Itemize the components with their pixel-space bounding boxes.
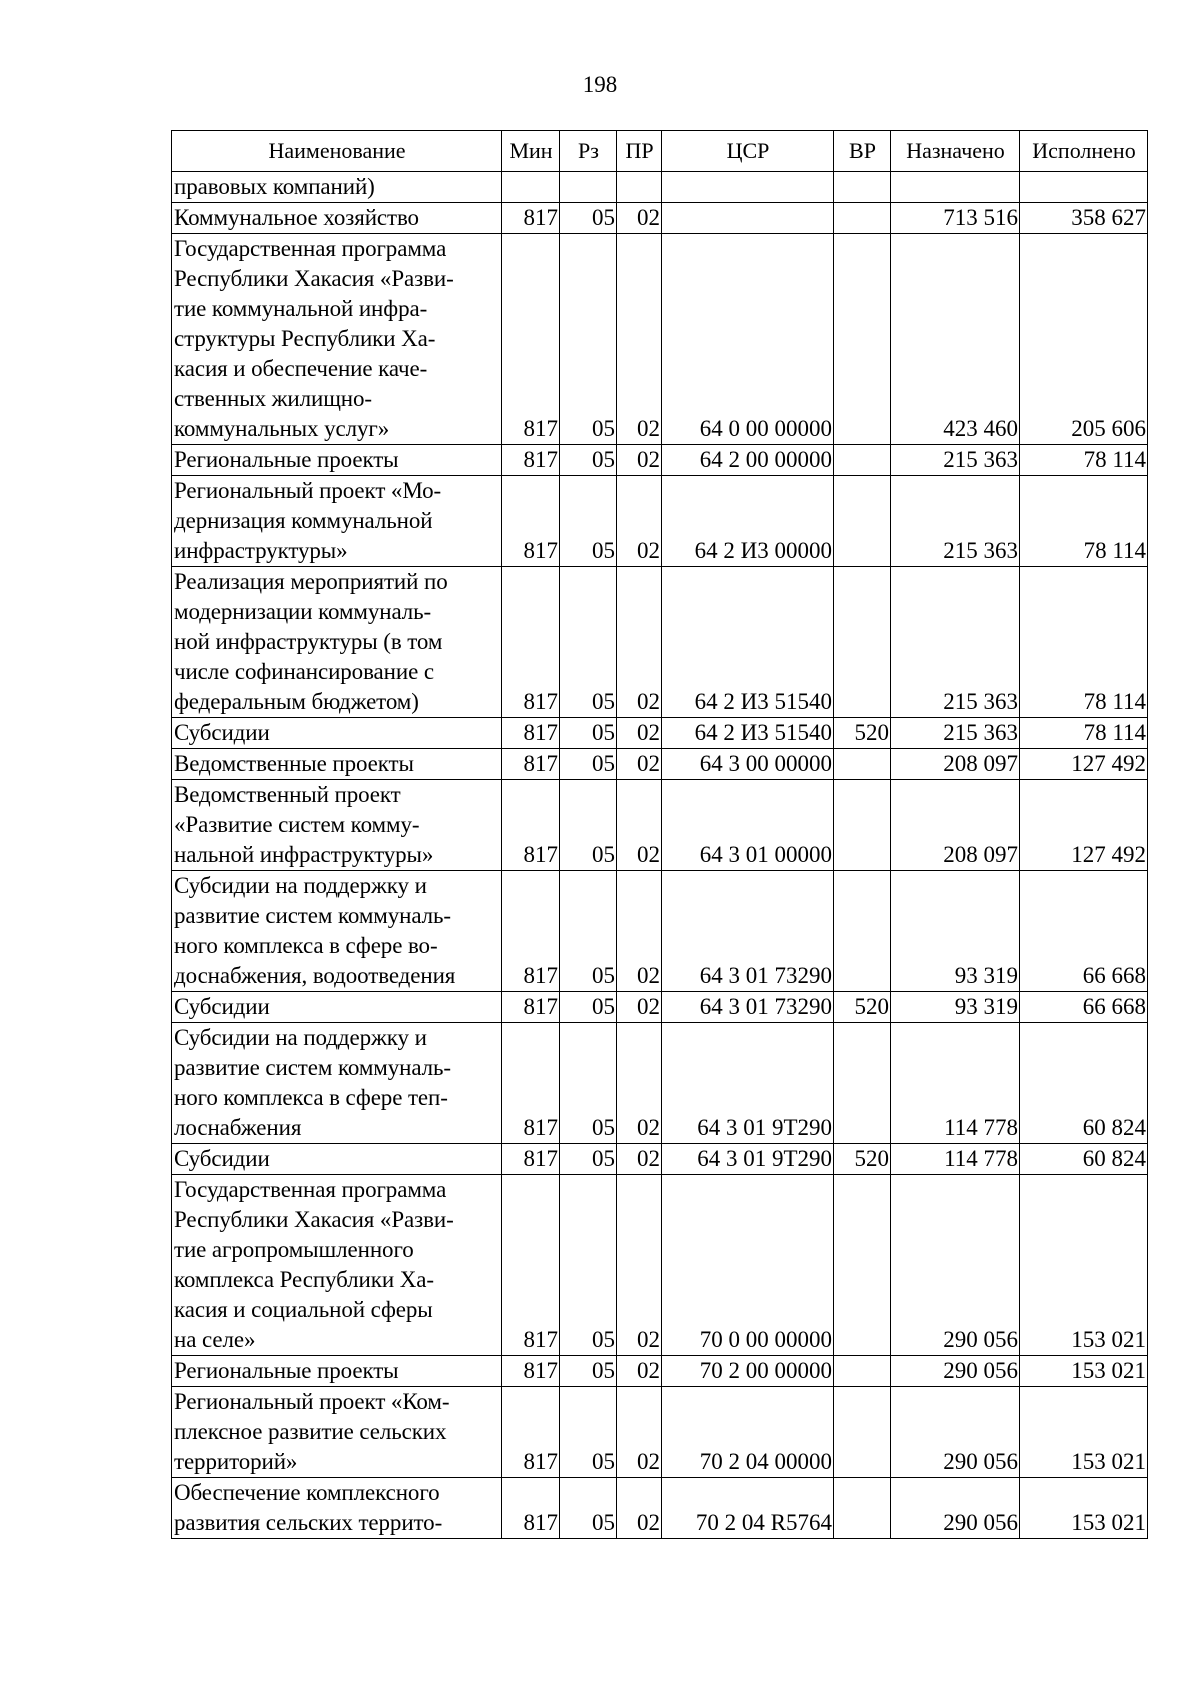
cell-name: Ведомственные проекты — [172, 749, 502, 780]
cell-min: 817 — [502, 476, 560, 567]
cell-pr — [617, 172, 662, 203]
cell-csr: 64 3 01 73290 — [662, 992, 834, 1023]
table-row — [172, 1023, 1148, 1144]
cell-rz: 05 — [560, 445, 617, 476]
cell-csr: 70 2 00 00000 — [662, 1356, 834, 1387]
cell-vr — [834, 445, 891, 476]
cell-rz: 05 — [560, 749, 617, 780]
cell-vr — [834, 1478, 891, 1539]
cell-vr — [834, 234, 891, 445]
cell-vr — [834, 871, 891, 992]
cell-csr — [662, 172, 834, 203]
cell-csr: 70 2 04 R5764 — [662, 1478, 834, 1539]
table-row — [172, 445, 1148, 476]
cell-min: 817 — [502, 445, 560, 476]
cell-csr: 64 2 И3 51540 — [662, 718, 834, 749]
cell-min: 817 — [502, 1356, 560, 1387]
table-row — [172, 1175, 1148, 1356]
cell-rz: 05 — [560, 476, 617, 567]
table-row — [172, 203, 1148, 234]
cell-csr: 64 3 01 73290 — [662, 871, 834, 992]
cell-name: правовых компаний) — [172, 172, 502, 203]
cell-rz: 05 — [560, 1144, 617, 1175]
cell-assigned: 114 778 — [891, 1144, 1020, 1175]
cell-csr: 64 3 00 00000 — [662, 749, 834, 780]
cell-executed: 60 824 — [1020, 1023, 1148, 1144]
cell-min: 817 — [502, 718, 560, 749]
cell-name: Субсидии — [172, 1144, 502, 1175]
cell-name: Региональные проекты — [172, 1356, 502, 1387]
cell-name: Субсидии — [172, 718, 502, 749]
table-row — [172, 992, 1148, 1023]
table-row — [172, 172, 1148, 203]
cell-name: Субсидии — [172, 992, 502, 1023]
cell-vr — [834, 476, 891, 567]
cell-csr: 64 3 01 9Т290 — [662, 1023, 834, 1144]
cell-name: Региональный проект «Ком- плексное развитие сельских территорий» — [172, 1387, 502, 1478]
cell-name: Региональный проект «Мо- дернизация коммунальной инфраструктуры» — [172, 476, 502, 567]
cell-csr: 64 2 И3 51540 — [662, 567, 834, 718]
cell-vr — [834, 172, 891, 203]
header-assigned: Назначено — [891, 131, 1020, 172]
cell-vr: 520 — [834, 718, 891, 749]
cell-csr: 70 0 00 00000 — [662, 1175, 834, 1356]
table-body — [172, 172, 1148, 1539]
cell-pr: 02 — [617, 871, 662, 992]
cell-csr: 64 0 00 00000 — [662, 234, 834, 445]
cell-name: Субсидии на поддержку и развитие систем коммуналь- ного комплекса в сфере теп- лоснабжения — [172, 1023, 502, 1144]
cell-assigned: 208 097 — [891, 780, 1020, 871]
cell-rz: 05 — [560, 1387, 617, 1478]
header-min: Мин — [502, 131, 560, 172]
cell-csr: 64 2 00 00000 — [662, 445, 834, 476]
cell-executed: 205 606 — [1020, 234, 1148, 445]
cell-vr: 520 — [834, 1144, 891, 1175]
cell-rz: 05 — [560, 234, 617, 445]
cell-assigned: 93 319 — [891, 992, 1020, 1023]
cell-rz: 05 — [560, 1478, 617, 1539]
cell-csr: 70 2 04 00000 — [662, 1387, 834, 1478]
cell-rz — [560, 172, 617, 203]
cell-min: 817 — [502, 567, 560, 718]
cell-min — [502, 172, 560, 203]
cell-vr — [834, 1356, 891, 1387]
cell-vr — [834, 203, 891, 234]
cell-csr — [662, 203, 834, 234]
cell-pr: 02 — [617, 1144, 662, 1175]
cell-name: Региональные проекты — [172, 445, 502, 476]
table-row — [172, 567, 1148, 718]
cell-vr — [834, 749, 891, 780]
cell-pr: 02 — [617, 1387, 662, 1478]
cell-pr: 02 — [617, 780, 662, 871]
cell-assigned: 215 363 — [891, 476, 1020, 567]
cell-executed: 153 021 — [1020, 1175, 1148, 1356]
cell-assigned: 290 056 — [891, 1387, 1020, 1478]
table-row — [172, 476, 1148, 567]
table-row — [172, 749, 1148, 780]
cell-executed: 358 627 — [1020, 203, 1148, 234]
cell-rz: 05 — [560, 780, 617, 871]
header-row — [172, 131, 1148, 172]
cell-rz: 05 — [560, 718, 617, 749]
cell-executed: 153 021 — [1020, 1387, 1148, 1478]
cell-name: Государственная программа Республики Хакасия «Разви- тие агропромышленного комплекса Республики Ха- касия и социальной сферы на селе» — [172, 1175, 502, 1356]
cell-assigned: 290 056 — [891, 1478, 1020, 1539]
cell-min: 817 — [502, 1023, 560, 1144]
cell-vr — [834, 1175, 891, 1356]
cell-rz: 05 — [560, 871, 617, 992]
table-row — [172, 718, 1148, 749]
cell-name: Ведомственный проект «Развитие систем комму- нальной инфраструктуры» — [172, 780, 502, 871]
cell-assigned — [891, 172, 1020, 203]
cell-assigned: 290 056 — [891, 1175, 1020, 1356]
table-row — [172, 1356, 1148, 1387]
table-row — [172, 1387, 1148, 1478]
cell-assigned: 215 363 — [891, 718, 1020, 749]
cell-min: 817 — [502, 203, 560, 234]
cell-name: Реализация мероприятий по модернизации коммуналь- ной инфраструктуры (в том числе софинансирование с федеральным бюджетом) — [172, 567, 502, 718]
cell-csr: 64 3 01 9Т290 — [662, 1144, 834, 1175]
table-row — [172, 871, 1148, 992]
cell-pr: 02 — [617, 718, 662, 749]
cell-executed: 78 114 — [1020, 718, 1148, 749]
cell-assigned: 93 319 — [891, 871, 1020, 992]
cell-min: 817 — [502, 749, 560, 780]
cell-pr: 02 — [617, 234, 662, 445]
table-header — [172, 131, 1148, 172]
cell-min: 817 — [502, 1175, 560, 1356]
cell-executed: 66 668 — [1020, 992, 1148, 1023]
cell-min: 817 — [502, 780, 560, 871]
header-executed: Исполнено — [1020, 131, 1148, 172]
cell-pr: 02 — [617, 1356, 662, 1387]
cell-name: Обеспечение комплексного развития сельских террито- — [172, 1478, 502, 1539]
cell-name: Государственная программа Республики Хакасия «Разви- тие коммунальной инфра- структуры Республики Ха- касия и обеспечение каче- ственных жилищно- коммунальных услуг» — [172, 234, 502, 445]
cell-executed — [1020, 172, 1148, 203]
table-row — [172, 780, 1148, 871]
table-row — [172, 1144, 1148, 1175]
cell-rz: 05 — [560, 567, 617, 718]
header-name: Наименование — [172, 131, 502, 172]
cell-assigned: 208 097 — [891, 749, 1020, 780]
table-row — [172, 1478, 1148, 1539]
page-number: 198 — [582, 72, 618, 97]
budget-table — [171, 130, 1148, 1539]
cell-min: 817 — [502, 1387, 560, 1478]
cell-rz: 05 — [560, 203, 617, 234]
cell-min: 817 — [502, 1144, 560, 1175]
cell-executed: 60 824 — [1020, 1144, 1148, 1175]
cell-executed: 127 492 — [1020, 749, 1148, 780]
cell-executed: 153 021 — [1020, 1356, 1148, 1387]
cell-rz: 05 — [560, 1175, 617, 1356]
cell-pr: 02 — [617, 1023, 662, 1144]
cell-vr: 520 — [834, 992, 891, 1023]
cell-rz: 05 — [560, 1356, 617, 1387]
table-row — [172, 234, 1148, 445]
cell-name: Коммунальное хозяйство — [172, 203, 502, 234]
cell-vr — [834, 1387, 891, 1478]
header-rz: Рз — [560, 131, 617, 172]
cell-vr — [834, 1023, 891, 1144]
cell-assigned: 423 460 — [891, 234, 1020, 445]
cell-assigned: 713 516 — [891, 203, 1020, 234]
cell-assigned: 114 778 — [891, 1023, 1020, 1144]
cell-min: 817 — [502, 1478, 560, 1539]
cell-executed: 78 114 — [1020, 476, 1148, 567]
cell-pr: 02 — [617, 445, 662, 476]
cell-min: 817 — [502, 871, 560, 992]
cell-pr: 02 — [617, 1478, 662, 1539]
cell-rz: 05 — [560, 1023, 617, 1144]
cell-executed: 78 114 — [1020, 445, 1148, 476]
cell-pr: 02 — [617, 992, 662, 1023]
cell-assigned: 215 363 — [891, 445, 1020, 476]
cell-pr: 02 — [617, 476, 662, 567]
cell-executed: 153 021 — [1020, 1478, 1148, 1539]
cell-assigned: 215 363 — [891, 567, 1020, 718]
cell-name: Субсидии на поддержку и развитие систем коммуналь- ного комплекса в сфере во- доснабжения, водоотведения — [172, 871, 502, 992]
header-vr: ВР — [834, 131, 891, 172]
cell-rz: 05 — [560, 992, 617, 1023]
cell-min: 817 — [502, 992, 560, 1023]
cell-min: 817 — [502, 234, 560, 445]
cell-pr: 02 — [617, 567, 662, 718]
cell-assigned: 290 056 — [891, 1356, 1020, 1387]
cell-executed: 78 114 — [1020, 567, 1148, 718]
cell-executed: 127 492 — [1020, 780, 1148, 871]
cell-pr: 02 — [617, 749, 662, 780]
cell-vr — [834, 567, 891, 718]
cell-pr: 02 — [617, 1175, 662, 1356]
cell-csr: 64 2 И3 00000 — [662, 476, 834, 567]
header-pr: ПР — [617, 131, 662, 172]
cell-csr: 64 3 01 00000 — [662, 780, 834, 871]
cell-executed: 66 668 — [1020, 871, 1148, 992]
cell-vr — [834, 780, 891, 871]
cell-pr: 02 — [617, 203, 662, 234]
header-csr: ЦСР — [662, 131, 834, 172]
